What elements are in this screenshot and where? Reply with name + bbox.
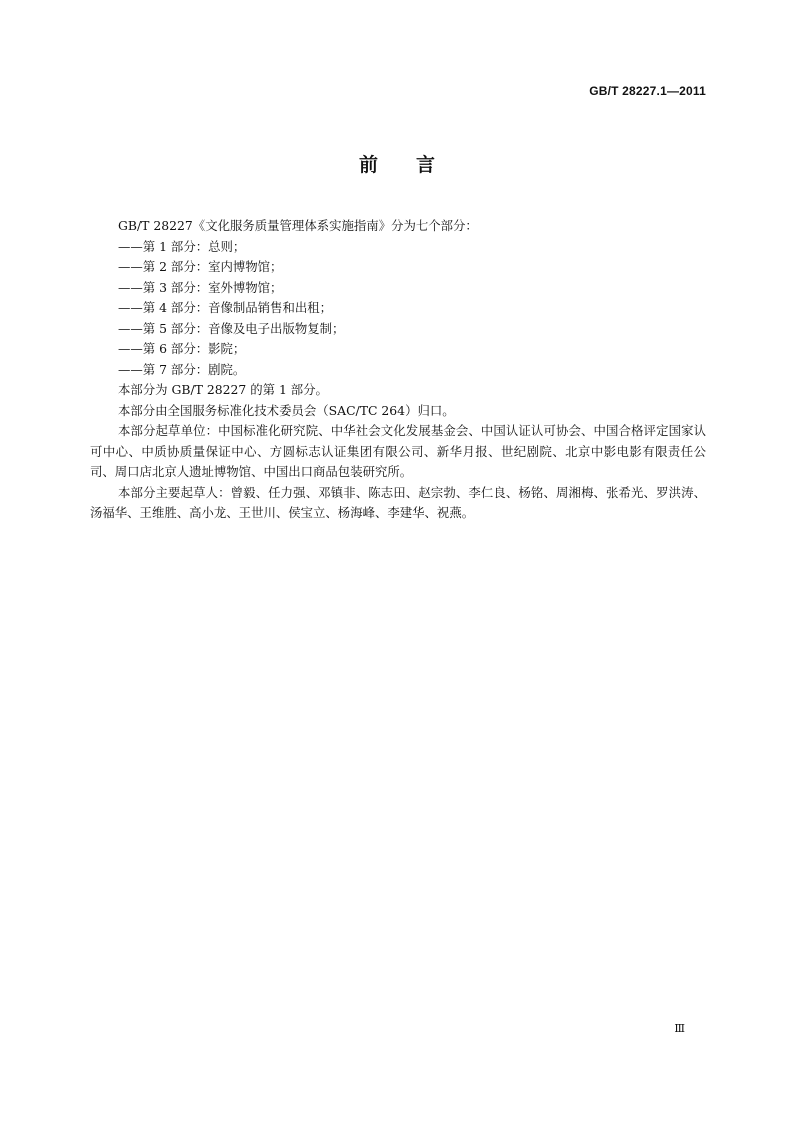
part-item-2: ——第 2 部分：室内博物馆； <box>118 259 283 274</box>
managed-by-statement: 本部分由全国服务标准化技术委员会（SAC/TC 264）归口。 <box>118 402 455 418</box>
page-number: Ⅲ <box>674 1022 685 1035</box>
intro-paragraph: GB/T 28227《文化服务质量管理体系实施指南》分为七个部分： <box>118 218 478 233</box>
part-item-3: ——第 3 部分：室外博物馆； <box>118 279 283 295</box>
part-item-1: ——第 1 部分：总则； <box>118 238 246 254</box>
foreword-body <box>90 216 706 524</box>
drafting-units-paragraph: 本部分起草单位：中国标准化研究院、中华社会文化发展基金会、中国认证认可协会、中国合格评定国家认可中心、中质协质量保证中心、方圆标志认证集团有限公司、新华月报、世纪剧院、北京中影电影有限责任公司、周口店北京人遗址博物馆、中国出口商品包装研究所。 <box>90 423 706 479</box>
drafters-paragraph: 本部分主要起草人：曾毅、任力强、邓镇非、陈志田、赵宗勃、李仁良、杨铭、周湘梅、张希光、罗洪涛、汤福华、王维胜、高小龙、王世川、侯宝立、杨海峰、李建华、祝燕。 <box>90 484 706 520</box>
standard-code: GB/T 28227.1—2011 <box>589 84 706 98</box>
part-of-statement: 本部分为 GB/T 28227 的第 1 部分。 <box>118 382 328 397</box>
part-item-6: ——第 6 部分：影院； <box>118 341 246 356</box>
part-item-4: ——第 4 部分：音像制品销售和出租； <box>118 300 333 315</box>
part-item-7: ——第 7 部分：剧院。 <box>118 361 246 377</box>
page-title: 前言 <box>358 154 473 176</box>
part-item-5: ——第 5 部分：音像及电子出版物复制； <box>118 320 345 336</box>
